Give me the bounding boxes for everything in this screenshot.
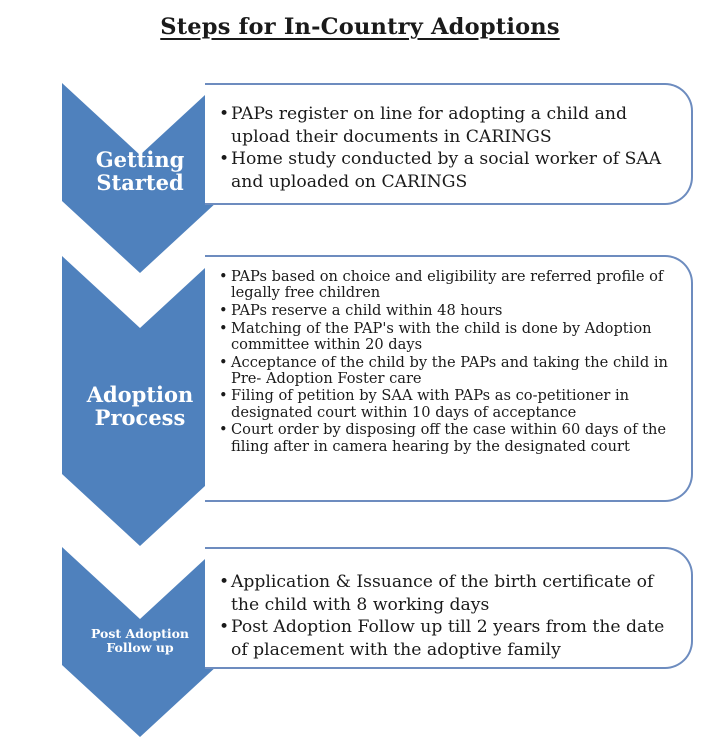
step-item: • Application & Issuance of the birth certificate of the child with 8 working days [215, 571, 681, 616]
step-label-line: Getting [95, 147, 185, 172]
step-items [215, 269, 681, 455]
page-title-text: Steps for In-Country Adoptions [160, 14, 560, 40]
step-items [215, 571, 681, 661]
step-label-line: Follow up [106, 639, 174, 655]
step-item: • Acceptance of the child by the PAPs and taking the child in Pre- Adoption Foster care [215, 355, 681, 387]
step-item: • PAPs register on line for adopting a child and upload their documents in CARINGS [215, 103, 681, 148]
step-label-post-adoption [62, 627, 218, 654]
step-box-getting-started [205, 83, 693, 205]
step-label-getting-started [62, 149, 218, 194]
step-item: • Matching of the PAP's with the child is done by Adoption committee within 20 days [215, 321, 681, 353]
step-label-line: Adoption [86, 382, 194, 407]
step-box-adoption-process [205, 255, 693, 502]
step-item: • PAPs based on choice and eligibility are referred profile of legally free children [215, 269, 681, 301]
step-label-adoption-process [62, 384, 218, 429]
chevron-adoption-process [62, 256, 218, 546]
step-items [215, 103, 681, 193]
step-item: • Home study conducted by a social worker of SAA and uploaded on CARINGS [215, 148, 681, 193]
step-label-line: Process [94, 404, 186, 430]
step-item: • Post Adoption Follow up till 2 years from the date of placement with the adoptive family [215, 616, 681, 661]
step-item: • Filing of petition by SAA with PAPs as co-petitioner in designated court within 10 days of acceptance [215, 388, 681, 420]
step-item: • PAPs reserve a child within 48 hours [215, 303, 681, 319]
chevron-getting-started [62, 83, 218, 273]
page-title [0, 14, 720, 40]
step-label-line: Post Adoption [90, 626, 190, 641]
step-item: • Court order by disposing off the case within 60 days of the filing after in camera hearing by the designated court [215, 422, 681, 454]
step-box-post-adoption [205, 547, 693, 669]
chevron-post-adoption [62, 547, 218, 737]
step-label-line: Started [96, 169, 184, 195]
